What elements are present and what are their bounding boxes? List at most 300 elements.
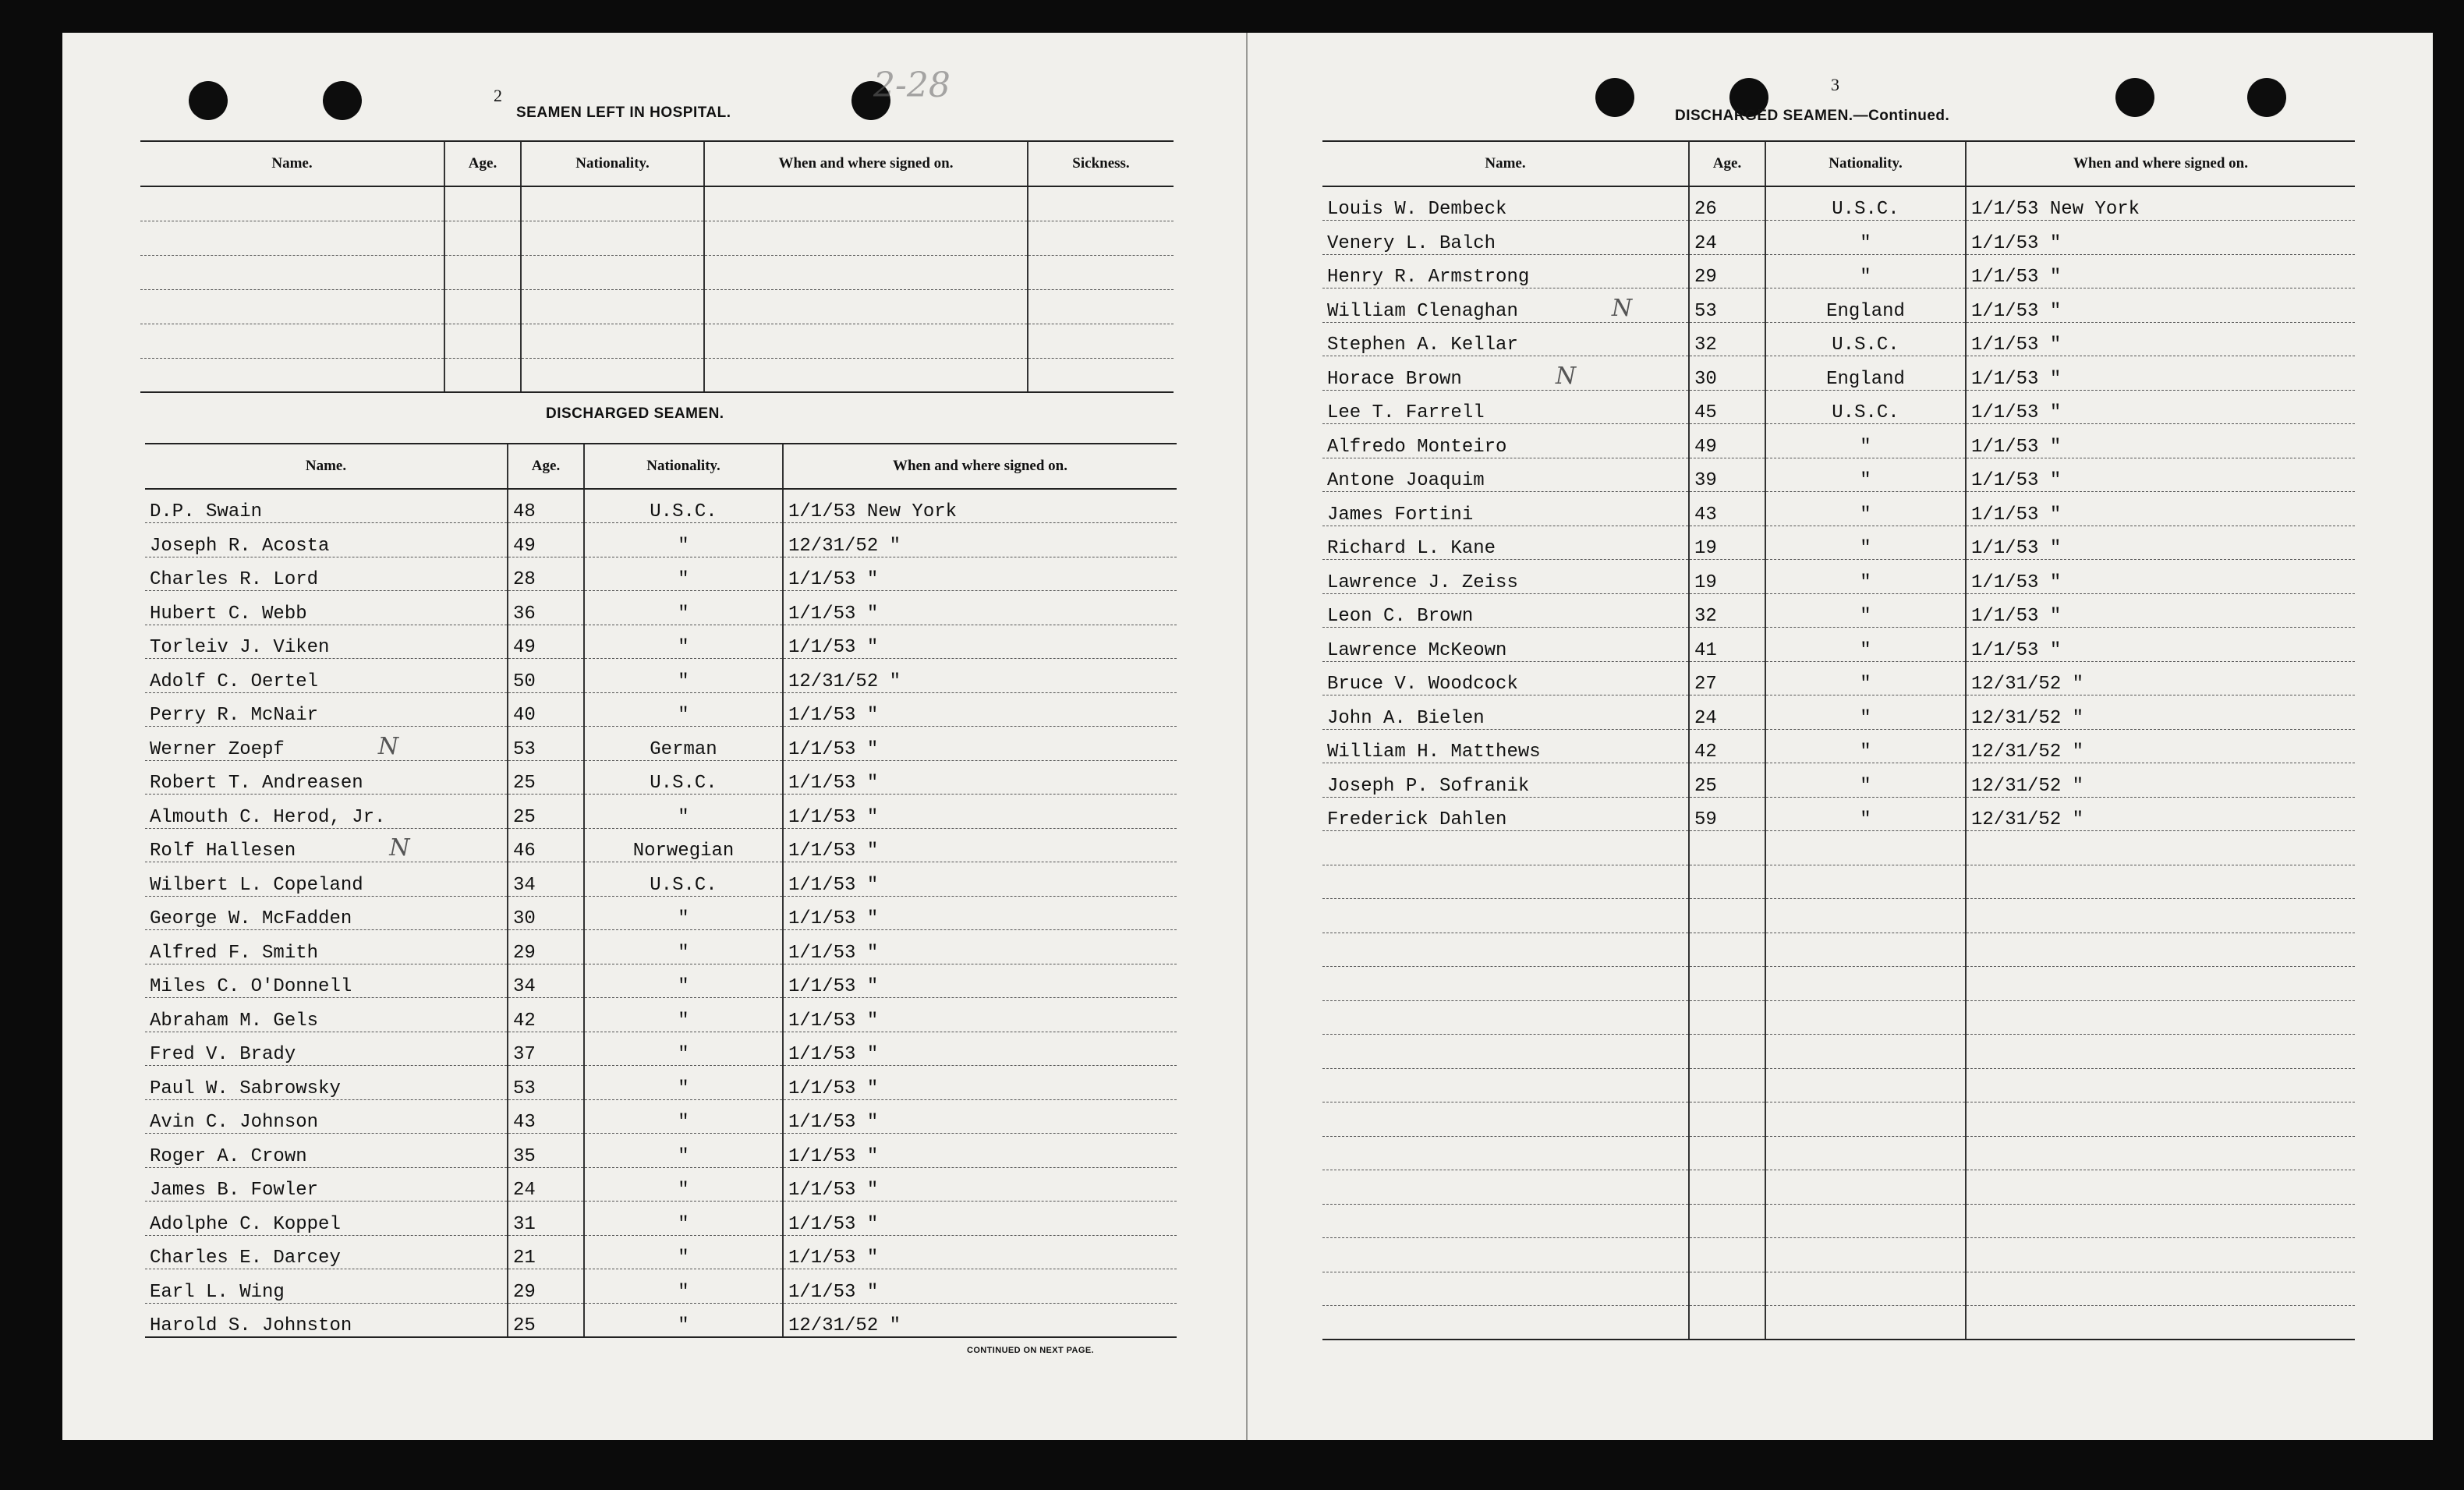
seaman-age-text: 53 xyxy=(1694,300,1717,322)
blank-cell xyxy=(1322,1238,1689,1272)
signed-on xyxy=(1966,695,2355,730)
seaman-name-text: Avin C. Johnson xyxy=(150,1112,319,1133)
blank-cell xyxy=(1765,1102,1966,1137)
seaman-age-text: 49 xyxy=(513,535,536,557)
seaman-nationality-text: " xyxy=(1860,267,1871,288)
blank-cell xyxy=(1765,1170,1966,1205)
seaman-age-text: 42 xyxy=(1694,741,1717,763)
column-header: Sickness. xyxy=(1028,141,1174,186)
signed-on-text: 1/1/53 " xyxy=(1971,538,2062,559)
signed-on xyxy=(783,1303,1177,1337)
seaman-nationality xyxy=(584,1066,783,1100)
seaman-name xyxy=(145,760,508,795)
seaman-age-text: 49 xyxy=(513,637,536,658)
seaman-nationality xyxy=(584,1167,783,1202)
blank-row xyxy=(1322,967,2355,1001)
seaman-name-text: Wilbert L. Copeland xyxy=(150,874,363,896)
seaman-age xyxy=(1689,424,1765,458)
seaman-name-text: Alfred F. Smith xyxy=(150,942,319,964)
blank-cell xyxy=(704,289,1028,324)
seaman-nationality-text: " xyxy=(678,637,689,658)
column-header: Nationality. xyxy=(584,444,783,489)
signed-on xyxy=(783,692,1177,727)
seaman-nationality-text: " xyxy=(1860,707,1871,729)
blank-row xyxy=(140,186,1174,221)
signed-on xyxy=(783,659,1177,693)
blank-cell xyxy=(1765,1035,1966,1069)
seaman-name xyxy=(1322,628,1689,662)
signed-on xyxy=(783,489,1177,523)
signed-on xyxy=(1966,560,2355,594)
seaman-name xyxy=(1322,526,1689,560)
blank-cell xyxy=(1689,1170,1765,1205)
seaman-name-text: Lawrence J. Zeiss xyxy=(1327,572,1518,593)
seaman-nationality-text: " xyxy=(678,1145,689,1167)
seaman-name-text: Richard L. Kane xyxy=(1327,538,1496,559)
seaman-nationality xyxy=(584,896,783,930)
seaman-age-text: 43 xyxy=(1694,504,1717,526)
seaman-age-text: 36 xyxy=(513,603,536,625)
seaman-age-text: 25 xyxy=(513,806,536,828)
seaman-age-text: 29 xyxy=(1694,267,1717,288)
discharged-table xyxy=(145,443,1177,1338)
table-row xyxy=(145,489,1177,523)
seaman-age xyxy=(508,1099,584,1134)
seaman-age xyxy=(508,1235,584,1269)
blank-cell xyxy=(1966,967,2355,1001)
blank-cell xyxy=(444,324,521,358)
signed-on-text: 1/1/53 " xyxy=(788,976,879,997)
blank-cell xyxy=(1689,933,1765,967)
seaman-name xyxy=(1322,695,1689,730)
blank-cell xyxy=(1322,933,1689,967)
seaman-age xyxy=(508,1303,584,1337)
seaman-name xyxy=(145,862,508,897)
seaman-age-text: 42 xyxy=(513,1010,536,1032)
signed-on-text: 1/1/53 " xyxy=(788,773,879,794)
seaman-nationality-text: " xyxy=(678,1010,689,1032)
table-header-row xyxy=(145,444,1177,489)
seaman-nationality-text: " xyxy=(678,1180,689,1201)
seaman-age xyxy=(508,523,584,557)
blank-cell xyxy=(1966,1272,2355,1306)
blank-cell xyxy=(1689,1204,1765,1238)
seaman-age xyxy=(1689,695,1765,730)
table-row xyxy=(1322,763,2355,798)
table-row xyxy=(1322,526,2355,560)
seaman-nationality-text: " xyxy=(678,942,689,964)
seaman-name xyxy=(145,1202,508,1236)
blank-cell xyxy=(1765,1000,1966,1035)
seaman-nationality xyxy=(1765,593,1966,628)
blank-row xyxy=(140,358,1174,392)
punch-hole xyxy=(2115,78,2154,117)
seaman-name xyxy=(145,489,508,523)
blank-cell xyxy=(444,289,521,324)
seaman-name-text: Torleiv J. Viken xyxy=(150,637,330,658)
seaman-age xyxy=(508,828,584,862)
blank-row xyxy=(1322,1170,2355,1205)
table-row xyxy=(1322,288,2355,323)
signed-on xyxy=(783,998,1177,1032)
seaman-age-text: 41 xyxy=(1694,639,1717,661)
signed-on-text: 1/1/53 " xyxy=(788,874,879,896)
signed-on-text: 1/1/53 New York xyxy=(1971,199,2140,220)
seaman-nationality xyxy=(584,828,783,862)
seaman-nationality xyxy=(584,1235,783,1269)
seaman-name-text: Earl L. Wing xyxy=(150,1281,285,1303)
seaman-name xyxy=(145,1032,508,1066)
seaman-nationality xyxy=(1765,560,1966,594)
seaman-nationality-text: " xyxy=(678,806,689,828)
seaman-nationality xyxy=(1765,695,1966,730)
table-row xyxy=(1322,221,2355,255)
signed-on xyxy=(783,1269,1177,1304)
seaman-nationality-text: Norwegian xyxy=(632,841,735,862)
seaman-age-text: 25 xyxy=(513,1315,536,1336)
blank-cell xyxy=(1966,1035,2355,1069)
signed-on-text: 1/1/53 " xyxy=(1971,402,2062,423)
blank-cell xyxy=(1765,899,1966,933)
seaman-name-text: Almouth C. Herod, Jr. xyxy=(150,806,386,828)
seaman-age xyxy=(508,760,584,795)
seaman-nationality xyxy=(584,1032,783,1066)
seaman-nationality-text: " xyxy=(678,1281,689,1303)
signed-on-text: 1/1/53 " xyxy=(1971,504,2062,526)
blank-row xyxy=(140,255,1174,289)
discharged-section-title: DISCHARGED SEAMEN. xyxy=(546,405,724,422)
seaman-nationality-text: " xyxy=(678,1248,689,1269)
seaman-age-text: 25 xyxy=(1694,775,1717,797)
seaman-name xyxy=(1322,593,1689,628)
seaman-name xyxy=(145,692,508,727)
seaman-age xyxy=(1689,322,1765,356)
table-row xyxy=(145,557,1177,591)
seaman-nationality-text: " xyxy=(1860,470,1871,491)
blank-cell xyxy=(1322,1204,1689,1238)
signed-on xyxy=(1966,424,2355,458)
seaman-age xyxy=(1689,492,1765,526)
seaman-age-text: 32 xyxy=(1694,334,1717,356)
blank-row xyxy=(1322,1306,2355,1340)
handwritten-mark: N xyxy=(1611,294,1633,322)
seaman-name-text: William H. Matthews xyxy=(1327,741,1541,763)
seaman-name-text: Hubert C. Webb xyxy=(150,603,307,625)
signed-on-text: 12/31/52 " xyxy=(1971,674,2084,695)
signed-on xyxy=(783,1235,1177,1269)
table-row xyxy=(145,1032,1177,1066)
punch-hole xyxy=(323,81,362,120)
table-row xyxy=(145,625,1177,659)
seaman-nationality xyxy=(584,523,783,557)
seaman-nationality-text: U.S.C. xyxy=(1832,334,1899,356)
seaman-nationality-text: " xyxy=(1860,606,1871,627)
blank-cell xyxy=(1689,1136,1765,1170)
signed-on-text: 12/31/52 " xyxy=(788,1315,901,1336)
blank-row xyxy=(1322,1136,2355,1170)
seaman-age xyxy=(1689,526,1765,560)
seaman-name-text: Rolf Hallesen xyxy=(150,841,296,862)
seaman-age xyxy=(1689,390,1765,424)
seaman-name-text: Antone Joaquim xyxy=(1327,470,1485,491)
seaman-nationality-text: " xyxy=(1860,232,1871,254)
blank-cell xyxy=(1322,899,1689,933)
seaman-age xyxy=(1689,356,1765,391)
signed-on-text: 12/31/52 " xyxy=(788,671,901,692)
handwritten-note: 2-28 xyxy=(873,65,951,105)
seaman-nationality xyxy=(584,659,783,693)
seaman-age-text: 59 xyxy=(1694,809,1717,830)
table-row xyxy=(145,1167,1177,1202)
seaman-nationality-text: " xyxy=(1860,674,1871,695)
blank-cell xyxy=(521,358,704,392)
blank-cell xyxy=(521,186,704,221)
table-row xyxy=(145,930,1177,964)
seaman-name-text: Fred V. Brady xyxy=(150,1044,296,1065)
seaman-age xyxy=(508,489,584,523)
seaman-nationality-text: " xyxy=(678,569,689,590)
blank-cell xyxy=(1322,1170,1689,1205)
seaman-nationality-text: U.S.C. xyxy=(650,874,717,896)
seaman-name-text: James B. Fowler xyxy=(150,1180,319,1201)
seaman-nationality xyxy=(584,760,783,795)
blank-cell xyxy=(1689,899,1765,933)
seaman-age xyxy=(1689,763,1765,798)
seaman-age-text: 19 xyxy=(1694,538,1717,559)
seaman-name xyxy=(1322,322,1689,356)
seaman-name-text: Lee T. Farrell xyxy=(1327,402,1485,423)
punch-hole xyxy=(189,81,228,120)
table-row xyxy=(145,1269,1177,1304)
seaman-age-text: 31 xyxy=(513,1213,536,1235)
seaman-name xyxy=(145,727,508,761)
table-row xyxy=(145,692,1177,727)
signed-on xyxy=(1966,593,2355,628)
seaman-name-text: Leon C. Brown xyxy=(1327,606,1474,627)
seaman-name-text: John A. Bielen xyxy=(1327,707,1485,729)
column-header: Age. xyxy=(508,444,584,489)
seaman-age xyxy=(1689,458,1765,492)
column-header: Name. xyxy=(145,444,508,489)
seaman-nationality xyxy=(1765,628,1966,662)
blank-cell xyxy=(704,221,1028,255)
blank-cell xyxy=(1765,1272,1966,1306)
seaman-age-text: 19 xyxy=(1694,572,1717,593)
table-row xyxy=(1322,322,2355,356)
blank-cell xyxy=(1765,865,1966,899)
seaman-name xyxy=(1322,424,1689,458)
blank-cell xyxy=(1028,186,1174,221)
signed-on-text: 1/1/53 " xyxy=(788,738,879,760)
seaman-age xyxy=(1689,593,1765,628)
seaman-name xyxy=(1322,763,1689,798)
seaman-age xyxy=(508,727,584,761)
seaman-name-text: James Fortini xyxy=(1327,504,1474,526)
blank-cell xyxy=(1966,899,2355,933)
table-row xyxy=(145,1303,1177,1337)
seaman-nationality xyxy=(584,557,783,591)
blank-cell xyxy=(1966,1170,2355,1205)
seaman-age-text: 24 xyxy=(513,1180,536,1201)
seaman-age-text: 26 xyxy=(1694,199,1717,220)
column-header: When and where signed on. xyxy=(1966,141,2355,186)
blank-cell xyxy=(1765,1068,1966,1102)
seaman-name-text: Adolf C. Oertel xyxy=(150,671,319,692)
table-header-row xyxy=(1322,141,2355,186)
table-row xyxy=(145,1134,1177,1168)
seaman-age xyxy=(1689,221,1765,255)
blank-cell xyxy=(1689,1102,1765,1137)
seaman-nationality-text: " xyxy=(1860,809,1871,830)
seaman-name xyxy=(1322,221,1689,255)
seaman-age xyxy=(1689,797,1765,831)
seaman-name xyxy=(1322,560,1689,594)
seaman-name xyxy=(1322,390,1689,424)
table-header-row xyxy=(140,141,1174,186)
seaman-age-text: 53 xyxy=(513,1078,536,1099)
signed-on-text: 12/31/52 " xyxy=(1971,809,2084,830)
seaman-nationality-text: " xyxy=(678,535,689,557)
signed-on xyxy=(1966,526,2355,560)
seaman-age xyxy=(508,1134,584,1168)
seaman-age-text: 40 xyxy=(513,705,536,726)
seaman-nationality-text: U.S.C. xyxy=(1832,402,1899,423)
seaman-age xyxy=(508,964,584,998)
column-header: Nationality. xyxy=(1765,141,1966,186)
seaman-age-text: 39 xyxy=(1694,470,1717,491)
blank-cell xyxy=(1028,358,1174,392)
seaman-name-text: D.P. Swain xyxy=(150,501,263,522)
blank-cell xyxy=(1028,289,1174,324)
seaman-age xyxy=(508,1066,584,1100)
seaman-age-text: 32 xyxy=(1694,606,1717,627)
seaman-name xyxy=(1322,492,1689,526)
signed-on-text: 1/1/53 " xyxy=(1971,606,2062,627)
blank-cell xyxy=(1966,831,2355,865)
blank-cell xyxy=(140,221,444,255)
seaman-nationality xyxy=(1765,763,1966,798)
signed-on xyxy=(1966,661,2355,695)
seaman-nationality-text: " xyxy=(1860,504,1871,526)
seaman-nationality-text: U.S.C. xyxy=(650,501,717,522)
blank-cell xyxy=(1322,865,1689,899)
seaman-name-text: Alfredo Monteiro xyxy=(1327,436,1507,458)
signed-on xyxy=(1966,729,2355,763)
signed-on xyxy=(783,625,1177,659)
seaman-age xyxy=(1689,186,1765,221)
signed-on-text: 1/1/53 " xyxy=(1971,436,2062,458)
table-row xyxy=(1322,593,2355,628)
seaman-nationality xyxy=(584,1303,783,1337)
seaman-age-text: 29 xyxy=(513,1281,536,1303)
handwritten-mark: N xyxy=(1555,362,1577,390)
seaman-nationality-text: " xyxy=(678,908,689,929)
seaman-nationality xyxy=(584,930,783,964)
seaman-nationality xyxy=(1765,254,1966,288)
seaman-nationality xyxy=(1765,186,1966,221)
seaman-nationality-text: " xyxy=(678,603,689,625)
seaman-nationality-text: " xyxy=(678,1078,689,1099)
seaman-nationality xyxy=(1765,661,1966,695)
blank-cell xyxy=(444,358,521,392)
seaman-nationality xyxy=(584,795,783,829)
blank-cell xyxy=(1689,865,1765,899)
blank-cell xyxy=(140,324,444,358)
seaman-age-text: 37 xyxy=(513,1044,536,1065)
signed-on-text: 1/1/53 " xyxy=(1971,267,2062,288)
blank-row xyxy=(140,289,1174,324)
seaman-age xyxy=(1689,729,1765,763)
seaman-age-text: 30 xyxy=(513,908,536,929)
punch-hole xyxy=(2247,78,2286,117)
seaman-name xyxy=(145,591,508,625)
seaman-name-text: Abraham M. Gels xyxy=(150,1010,319,1032)
signed-on xyxy=(783,964,1177,998)
seaman-name xyxy=(1322,661,1689,695)
signed-on-text: 1/1/53 " xyxy=(1971,368,2062,390)
signed-on-text: 1/1/53 " xyxy=(788,908,879,929)
signed-on-text: 1/1/53 " xyxy=(788,1078,879,1099)
seaman-nationality xyxy=(584,862,783,897)
blank-cell xyxy=(1966,865,2355,899)
signed-on xyxy=(1966,186,2355,221)
seaman-name-text: Charles E. Darcey xyxy=(150,1248,341,1269)
seaman-nationality-text: " xyxy=(678,1213,689,1235)
blank-cell xyxy=(1689,1238,1765,1272)
hospital-table xyxy=(140,140,1174,393)
blank-row xyxy=(1322,831,2355,865)
signed-on xyxy=(783,1066,1177,1100)
signed-on xyxy=(1966,221,2355,255)
signed-on xyxy=(783,930,1177,964)
signed-on-text: 1/1/53 " xyxy=(1971,334,2062,356)
blank-cell xyxy=(1765,1238,1966,1272)
signed-on xyxy=(783,828,1177,862)
seaman-nationality xyxy=(584,692,783,727)
table-row xyxy=(1322,458,2355,492)
discharged-continued-table xyxy=(1322,140,2355,1340)
table-row xyxy=(145,1099,1177,1134)
seaman-nationality xyxy=(584,489,783,523)
blank-cell xyxy=(521,289,704,324)
blank-row xyxy=(1322,933,2355,967)
seaman-nationality xyxy=(1765,322,1966,356)
seaman-age-text: 34 xyxy=(513,874,536,896)
blank-row xyxy=(1322,1068,2355,1102)
blank-row xyxy=(1322,865,2355,899)
seaman-name xyxy=(145,1235,508,1269)
seaman-name-text: Lawrence McKeown xyxy=(1327,639,1507,661)
blank-cell xyxy=(1966,933,2355,967)
signed-on-text: 1/1/53 " xyxy=(1971,232,2062,254)
seaman-name xyxy=(145,1099,508,1134)
seaman-name xyxy=(1322,356,1689,391)
blank-cell xyxy=(1028,255,1174,289)
seaman-name xyxy=(1322,288,1689,323)
signed-on xyxy=(1966,390,2355,424)
blank-row xyxy=(1322,1272,2355,1306)
blank-cell xyxy=(1322,1272,1689,1306)
seaman-name-text: Roger A. Crown xyxy=(150,1145,307,1167)
blank-row xyxy=(1322,899,2355,933)
blank-cell xyxy=(1966,1136,2355,1170)
signed-on-text: 12/31/52 " xyxy=(1971,741,2084,763)
seaman-nationality xyxy=(584,591,783,625)
seaman-age-text: 29 xyxy=(513,942,536,964)
signed-on-text: 1/1/53 " xyxy=(788,1112,879,1133)
seaman-nationality-text: " xyxy=(678,1112,689,1133)
page-number: 2 xyxy=(494,86,502,105)
